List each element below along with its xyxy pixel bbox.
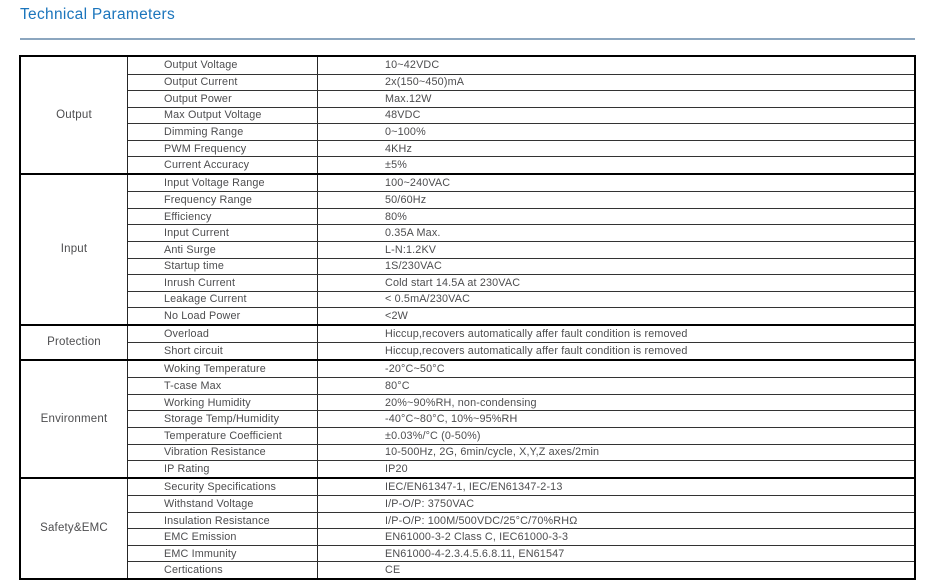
- category-cell: Output: [21, 57, 128, 173]
- category-cell: Input: [21, 175, 128, 324]
- parameter-value-cell: EN61000-4-2.3.4.5.6.8.11, EN61547: [385, 547, 565, 560]
- table-row: [128, 307, 914, 324]
- table-row: [128, 274, 914, 291]
- parameter-name-cell: Current Accuracy: [128, 157, 318, 173]
- section-rows: [128, 326, 914, 359]
- section-rows: [128, 57, 914, 173]
- title-divider: [20, 38, 915, 40]
- parameter-name-cell: PWM Frequency: [128, 141, 318, 157]
- table-row: [128, 191, 914, 208]
- parameter-value-cell: 80%: [385, 210, 408, 223]
- table-row: [128, 394, 914, 411]
- parameter-value-cell: IP20: [385, 462, 408, 475]
- parameter-value-cell: 4KHz: [385, 142, 413, 155]
- table-section: [21, 324, 914, 359]
- parameter-value-cell: IEC/EN61347-1, IEC/EN61347-2-13: [385, 480, 563, 493]
- parameter-value-cell: <2W: [385, 309, 408, 322]
- table-row: [128, 326, 914, 343]
- parameter-name-cell: Insulation Resistance: [128, 513, 318, 529]
- page-title: Technical Parameters: [20, 6, 176, 23]
- table-row: [128, 74, 914, 91]
- parameter-value-cell: I/P-O/P: 3750VAC: [385, 497, 475, 510]
- parameter-value-cell: 10-500Hz, 2G, 6min/cycle, X,Y,Z axes/2min: [385, 446, 600, 459]
- table-row: [128, 57, 914, 74]
- parameter-value-cell: ±0.03%/°C (0-50%): [385, 429, 481, 442]
- table-row: [128, 427, 914, 444]
- parameter-name-cell: EMC Immunity: [128, 546, 318, 562]
- parameter-value-cell: EN61000-3-2 Class C, IEC61000-3-3: [385, 531, 569, 544]
- parameter-value-cell: CE: [385, 564, 401, 577]
- table-row: [128, 528, 914, 545]
- parameter-value-cell: Cold start 14.5A at 230VAC: [385, 276, 521, 289]
- parameter-name-cell: Inrush Current: [128, 275, 318, 291]
- table-row: [128, 258, 914, 275]
- parameter-name-cell: Leakage Current: [128, 292, 318, 308]
- parameter-name-cell: IP Rating: [128, 461, 318, 477]
- table-row: [128, 512, 914, 529]
- category-cell: Protection: [21, 326, 128, 359]
- table-section: [21, 359, 914, 477]
- parameter-value-cell: 100~240VAC: [385, 177, 451, 190]
- parameter-value-cell: 1S/230VAC: [385, 260, 442, 273]
- table-row: [128, 410, 914, 427]
- parameter-name-cell: Max Output Voltage: [128, 108, 318, 124]
- table-row: [128, 107, 914, 124]
- parameter-name-cell: Overload: [128, 326, 318, 343]
- parameter-name-cell: No Load Power: [128, 308, 318, 324]
- table-row: [128, 241, 914, 258]
- table-section: [21, 477, 914, 578]
- table-row: [128, 460, 914, 477]
- parameter-name-cell: Short circuit: [128, 343, 318, 359]
- parameter-value-cell: 48VDC: [385, 109, 421, 122]
- parameter-value-cell: -20°C~50°C: [385, 363, 445, 376]
- section-rows: [128, 479, 914, 578]
- parameter-value-cell: ±5%: [385, 159, 407, 172]
- table-row: [128, 342, 914, 359]
- table-row: [128, 377, 914, 394]
- table-row: [128, 291, 914, 308]
- table-row: [128, 361, 914, 378]
- section-rows: [128, 175, 914, 324]
- table-row: [128, 208, 914, 225]
- parameter-name-cell: Frequency Range: [128, 192, 318, 208]
- parameter-value-cell: Hiccup,recovers automatically affer fault condition is removed: [385, 345, 688, 358]
- table-row: [128, 123, 914, 140]
- parameter-name-cell: Working Humidity: [128, 395, 318, 411]
- table-row: [128, 495, 914, 512]
- category-cell: Environment: [21, 361, 128, 477]
- parameter-value-cell: 50/60Hz: [385, 194, 427, 207]
- table-row: [128, 140, 914, 157]
- parameter-name-cell: Input Current: [128, 225, 318, 241]
- parameter-name-cell: EMC Emission: [128, 529, 318, 545]
- parameters-table: [19, 55, 916, 580]
- parameter-value-cell: < 0.5mA/230VAC: [385, 293, 471, 306]
- section-rows: [128, 361, 914, 477]
- table-row: [128, 561, 914, 578]
- parameter-name-cell: Startup time: [128, 259, 318, 275]
- parameter-name-cell: Certications: [128, 562, 318, 578]
- table-row: [128, 156, 914, 173]
- parameter-value-cell: Max.12W: [385, 92, 432, 105]
- table-row: [128, 545, 914, 562]
- table-row: [128, 90, 914, 107]
- table-row: [128, 479, 914, 496]
- parameter-name-cell: Output Voltage: [128, 57, 318, 74]
- parameter-name-cell: Woking Temperature: [128, 361, 318, 378]
- parameter-name-cell: Output Power: [128, 91, 318, 107]
- parameter-value-cell: I/P-O/P: 100M/500VDC/25°C/70%RHΩ: [385, 514, 578, 527]
- parameter-name-cell: Input Voltage Range: [128, 175, 318, 192]
- parameter-value-cell: 10~42VDC: [385, 59, 440, 72]
- parameter-value-cell: 0~100%: [385, 125, 426, 138]
- table-section: [21, 173, 914, 324]
- parameter-name-cell: Withstand Voltage: [128, 496, 318, 512]
- parameter-name-cell: Anti Surge: [128, 242, 318, 258]
- parameter-name-cell: Security Specifications: [128, 479, 318, 496]
- parameter-name-cell: Storage Temp/Humidity: [128, 411, 318, 427]
- parameter-value-cell: 0.35A Max.: [385, 227, 441, 240]
- parameter-value-cell: L-N:1.2KV: [385, 243, 437, 256]
- table-row: [128, 444, 914, 461]
- parameter-value-cell: 80°C: [385, 380, 410, 393]
- table-row: [128, 224, 914, 241]
- parameter-name-cell: Dimming Range: [128, 124, 318, 140]
- parameter-value-cell: 2x(150~450)mA: [385, 76, 465, 89]
- parameter-name-cell: T-case Max: [128, 378, 318, 394]
- category-cell: Safety&EMC: [21, 479, 128, 578]
- parameter-name-cell: Vibration Resistance: [128, 445, 318, 461]
- parameter-name-cell: Temperature Coefficient: [128, 428, 318, 444]
- parameter-value-cell: -40°C~80°C, 10%~95%RH: [385, 413, 518, 426]
- parameter-name-cell: Efficiency: [128, 209, 318, 225]
- parameter-name-cell: Output Current: [128, 75, 318, 91]
- table-section: [21, 57, 914, 173]
- table-row: [128, 175, 914, 192]
- parameter-value-cell: Hiccup,recovers automatically affer fault condition is removed: [385, 328, 688, 341]
- parameter-value-cell: 20%~90%RH, non-condensing: [385, 396, 537, 409]
